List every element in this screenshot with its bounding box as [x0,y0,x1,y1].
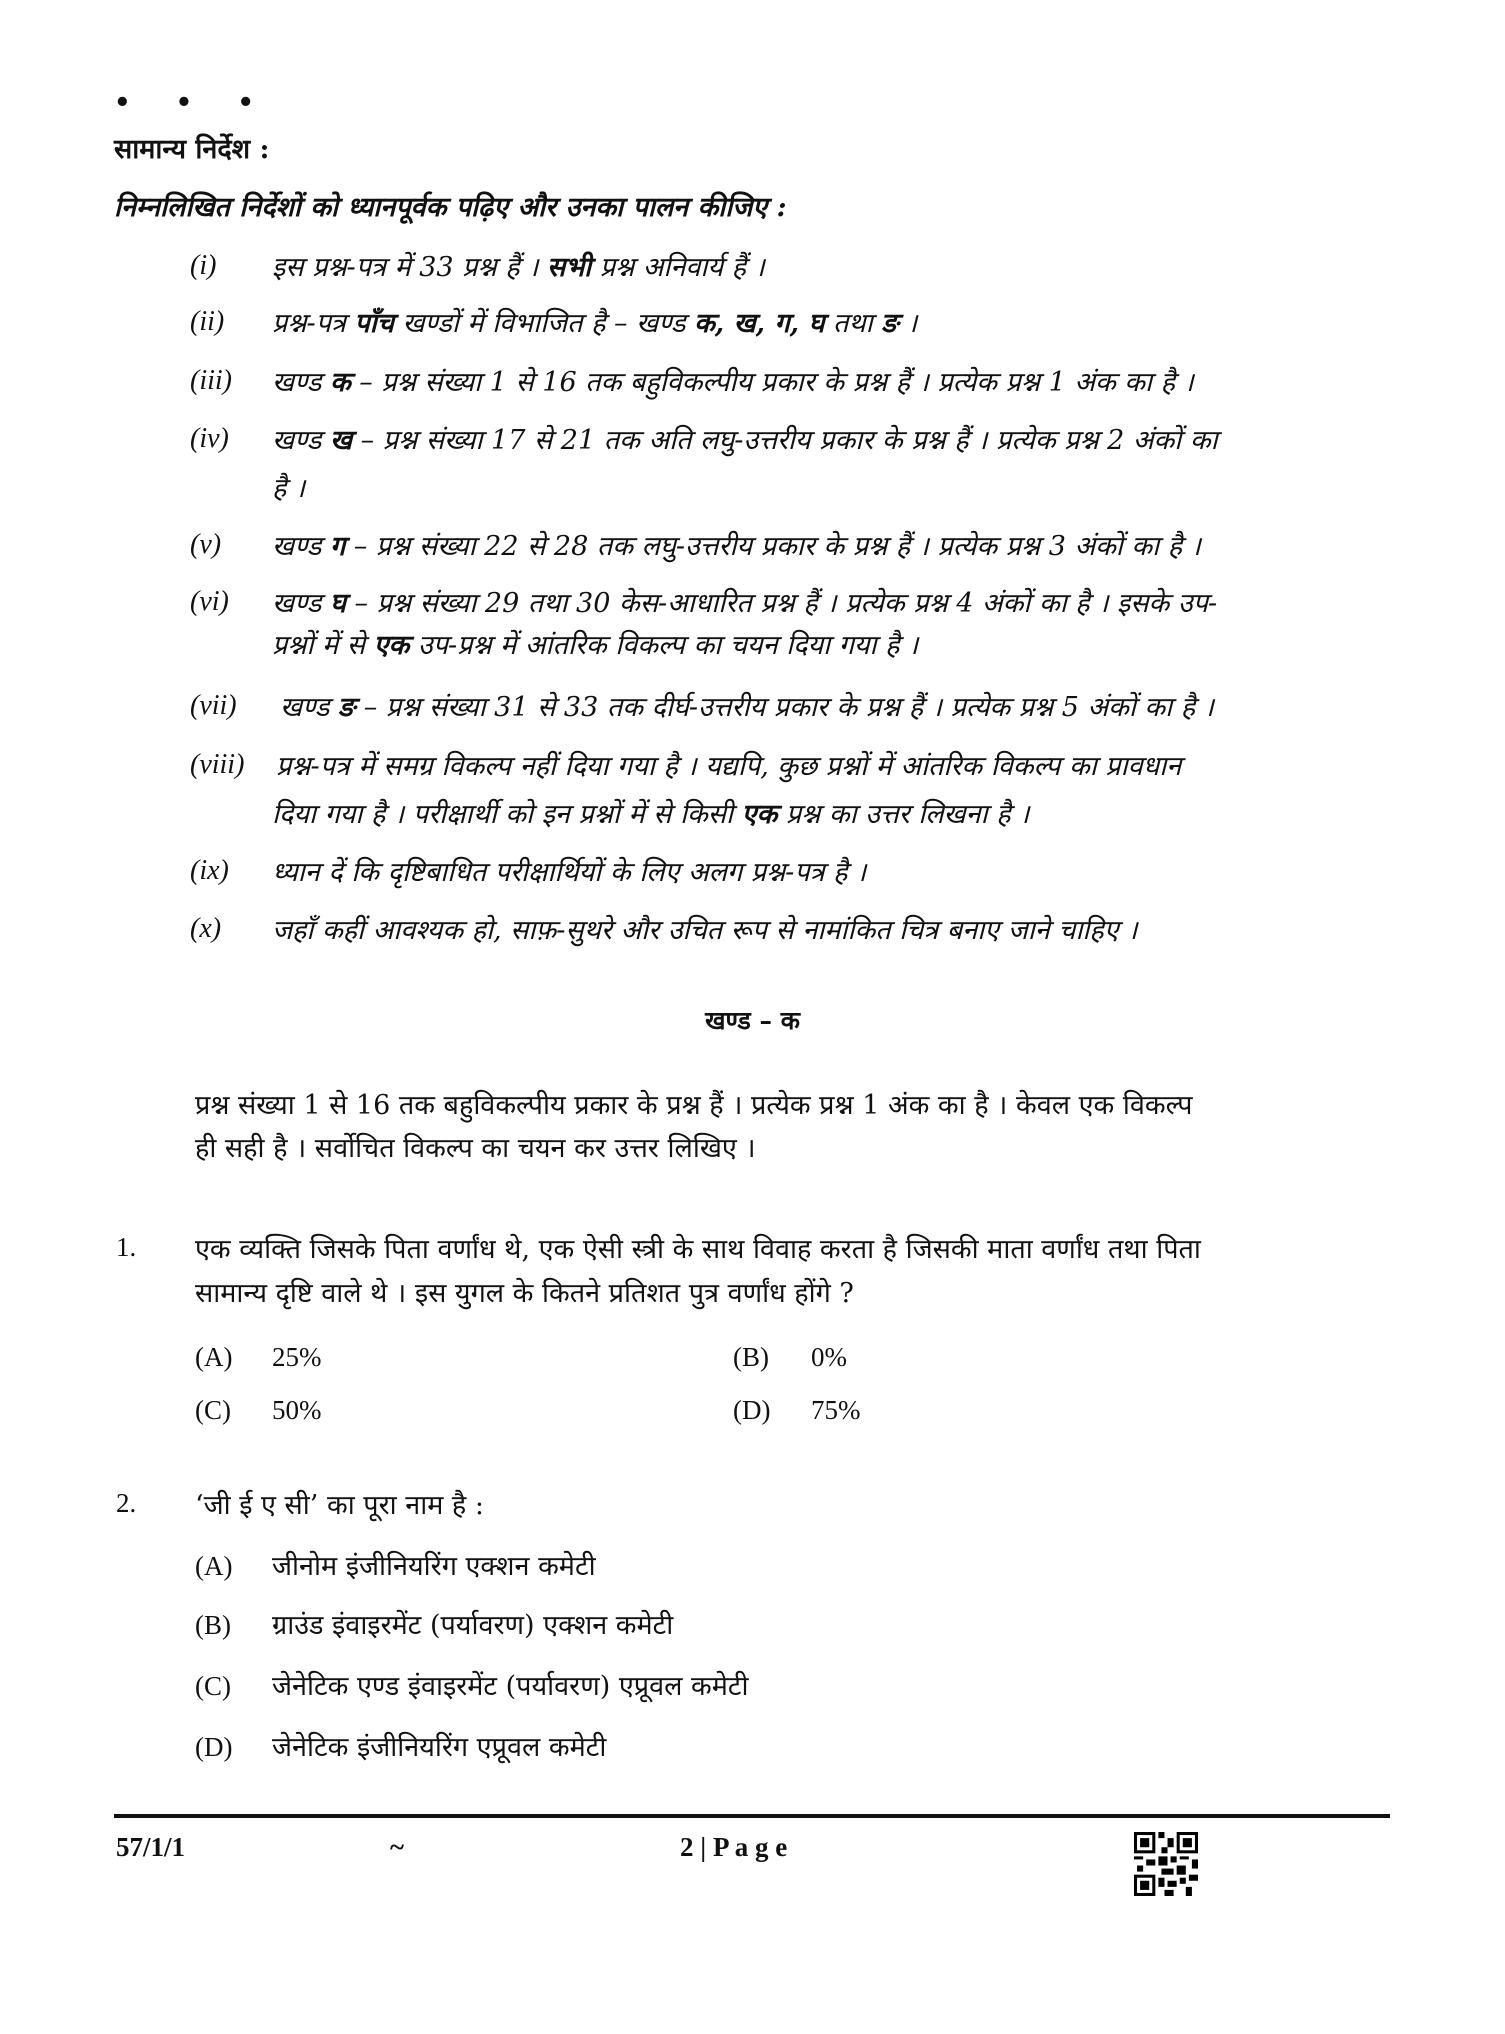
instruction-number: (iv) [190,423,229,454]
bold-text: क, ख, ग, घ [694,308,825,339]
question-number: 2. [116,1488,137,1518]
bold-text: ङ [337,692,356,723]
footer-divider [114,1814,1390,1818]
instruction-item [272,306,917,342]
text: प्रश्न-पत्र [272,308,355,339]
instructions-subheading: निम्नलिखित निर्देशों को ध्यानपूर्वक पढ़िए और उनका पालन कीजिए : [114,192,787,223]
instruction-number: (i) [190,250,217,281]
text: – प्रश्न संख्या 29 तथा 30 केस-आधारित प्रश्न हैं । प्रत्येक प्रश्न 4 अंकों का है । इसके उप- [345,588,1218,619]
instruction-number: (vi) [190,586,229,617]
option-label: (D) [733,1395,771,1425]
option-label: (C) [195,1671,231,1701]
text: इस प्रश्न-पत्र में 33 प्रश्न हैं । [272,252,547,283]
text: – प्रश्न संख्या 17 से 21 तक अति लघु-उत्तरीय प्रकार के प्रश्न हैं । प्रत्येक प्रश्न 2 अंकों का [352,425,1218,456]
text: – प्रश्न संख्या 31 से 33 तक दीर्घ-उत्तरीय प्रकार के प्रश्न हैं । प्रत्येक प्रश्न 5 अंकों का है । [355,692,1214,723]
instruction-item [272,529,1201,565]
instruction-item [272,250,765,286]
bold-text: क [329,367,351,398]
bold-text: ग [329,531,346,562]
text: प्रश्न का उत्तर लिखना है । [777,799,1030,830]
page-number: 2 | P a g e [680,1832,788,1862]
instruction-item-continued [272,628,918,664]
bold-text: ख [329,425,353,456]
text: प्रश्नों में से [272,630,374,661]
instruction-number: (vii) [190,690,237,721]
instruction-item-continued [272,797,1029,833]
option-d: जेनेटिक इंजीनियरिंग एप्रूवल कमेटी [272,1732,607,1763]
instructions-heading: सामान्य निर्देश : [114,134,270,165]
qr-code-icon [1134,1832,1198,1896]
option-c: जेनेटिक एण्ड इंवाइरमेंट (पर्यावरण) एप्रूवल कमेटी [272,1671,749,1702]
bold-text: पाँच [354,308,394,339]
bold-text: सभी [546,252,592,283]
instruction-item: प्रश्न-पत्र में समग्र विकल्प नहीं दिया गया है । यद्यपि, कुछ प्रश्नों में आंतरिक विकल्प का प्रावधान [276,751,1182,782]
option-a: जीनोम इंजीनियरिंग एक्शन कमेटी [272,1551,596,1582]
option-a: 25% [272,1342,322,1372]
text: खण्ड [272,531,330,562]
paper-code: 57/1/1 [116,1832,186,1862]
question-number: 1. [116,1232,137,1262]
instruction-item [280,690,1214,726]
decorative-dots: • • • [114,88,272,118]
option-label: (A) [195,1551,233,1581]
instruction-item [272,586,1217,622]
text: खण्डों में विभाजित है – खण्ड [393,308,695,339]
text: खण्ड [272,367,330,398]
section-title: खण्ड – क [705,1006,800,1035]
instruction-item-continued: है । [272,473,306,504]
instruction-number: (x) [190,913,222,944]
option-c: 50% [272,1395,322,1425]
tilde-mark: ~ [390,1832,405,1862]
question-text: ‘जी ई ए सी’ का पूरा नाम है : [195,1490,484,1521]
instruction-number: (ii) [190,306,225,337]
bold-text: घ [329,588,346,619]
bold-text: एक [373,630,410,661]
option-d: 75% [811,1395,861,1425]
option-label: (C) [195,1395,231,1425]
text: – प्रश्न संख्या 22 से 28 तक लघु-उत्तरीय प्रकार के प्रश्न हैं । प्रत्येक प्रश्न 3 अंकों का है । [345,531,1201,562]
text: तथा [824,308,882,339]
option-b: 0% [811,1342,847,1372]
text: खण्ड [280,692,338,723]
option-label: (D) [195,1732,233,1762]
option-label: (A) [195,1342,233,1372]
question-text-continued: सामान्य दृष्टि वाले थे । इस युगल के कितने प्रतिशत पुत्र वर्णांध होंगे ? [195,1278,854,1309]
instruction-item: जहाँ कहीं आवश्यक हो, साफ़-सुथरे और उचित रूप से नामांकित चित्र बनाए जाने चाहिए । [272,915,1138,946]
text: । [898,308,918,339]
text: – प्रश्न संख्या 1 से 16 तक बहुविकल्पीय प्रकार के प्रश्न हैं । प्रत्येक प्रश्न 1 अंक का है । [350,367,1194,398]
bold-text: एक [741,799,778,830]
text: उप-प्रश्न में आंतरिक विकल्प का चयन दिया गया है । [409,630,919,661]
bold-text: ङ [881,308,899,339]
instruction-number: (iii) [190,365,232,396]
text: प्रश्न अनिवार्य हैं । [591,252,765,283]
instruction-item: ध्यान दें कि दृष्टिबाधित परीक्षार्थियों के लिए अलग प्रश्न-पत्र है । [272,857,867,888]
option-label: (B) [733,1342,769,1372]
instruction-item [272,423,1218,459]
instruction-item [272,365,1194,401]
text: दिया गया है । परीक्षार्थी को इन प्रश्नों में से किसी [272,799,742,830]
option-b: ग्राउंड इंवाइरमेंट (पर्यावरण) एक्शन कमेटी [272,1610,674,1641]
question-text: एक व्यक्ति जिसके पिता वर्णांध थे, एक ऐसी स्त्री के साथ विवाह करता है जिसकी माता वर्णांध तथा पिता [195,1234,1201,1265]
instruction-number: (ix) [190,855,229,886]
instruction-number: (v) [190,529,222,560]
option-label: (B) [195,1610,231,1640]
text: खण्ड [272,588,330,619]
section-intro: प्रश्न संख्या 1 से 16 तक बहुविकल्पीय प्रकार के प्रश्न हैं । प्रत्येक प्रश्न 1 अंक का है । केवल एक विकल्प [195,1090,1193,1121]
instruction-number: (viii) [190,749,245,780]
text: खण्ड [272,425,330,456]
section-intro-continued: ही सही है । सर्वोचित विकल्प का चयन कर उत्तर लिखिए । [195,1133,756,1164]
